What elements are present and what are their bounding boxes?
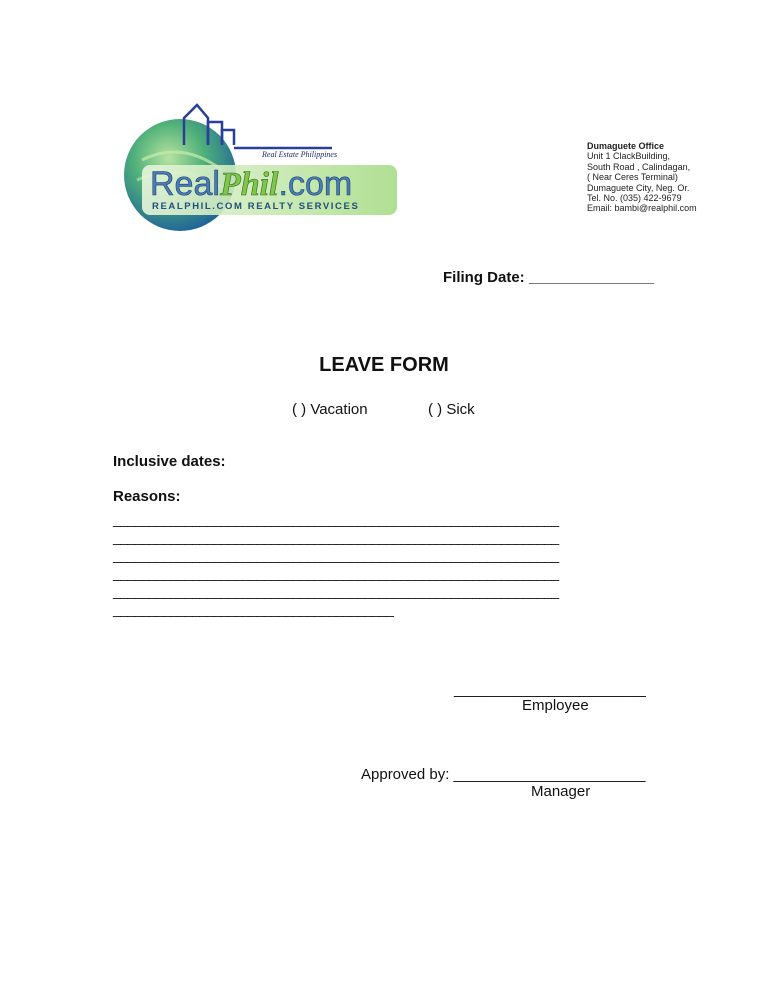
office-line: Tel. No. (035) 422-9679 [587,193,682,204]
office-line: South Road , Calindagan, [587,161,691,172]
office-address [587,141,697,214]
reason-line: ______________________________________________________________ [113,529,559,545]
office-line: ( Near Ceres Terminal) [587,172,678,183]
employee-signature-line: _______________________ [454,681,646,698]
office-line: Email: bambi@realphil.com [587,203,697,214]
employee-label: Employee [522,697,589,714]
reasons-label: Reasons: [113,488,181,505]
reason-line: ______________________________________________________________ [113,511,559,527]
sick-option: ( ) Sick [428,401,475,418]
svg-text:RealPhil.com [150,165,352,203]
filing-date: Filing Date: _______________ [443,269,654,286]
logo-phil: Phil [219,166,279,203]
approved-by-line: Approved by: _______________________ [361,766,646,783]
reason-line: ______________________________________________________________ [113,583,559,599]
logo-tagline: Real Estate Philippines [262,150,338,159]
manager-label: Manager [531,783,591,800]
reason-line: ______________________________________________________________ [113,565,559,581]
inclusive-dates-label: Inclusive dates: [113,453,226,470]
reason-line: _______________________________________ [113,601,394,617]
logo-real: Real [150,165,220,203]
logo-subtitle: REALPHIL.COM REALTY SERVICES [152,201,360,212]
office-title: Dumaguete Office [587,141,665,151]
office-line: Dumaguete City, Neg. Or. [587,182,690,193]
vacation-option: ( ) Vacation [292,401,368,418]
logo-com: .com [278,165,353,203]
reason-line: ______________________________________________________________ [113,547,559,563]
realphil-logo [122,100,402,235]
form-title: LEAVE FORM [319,354,449,376]
office-line: Unit 1 ClackBuilding, [587,151,671,162]
